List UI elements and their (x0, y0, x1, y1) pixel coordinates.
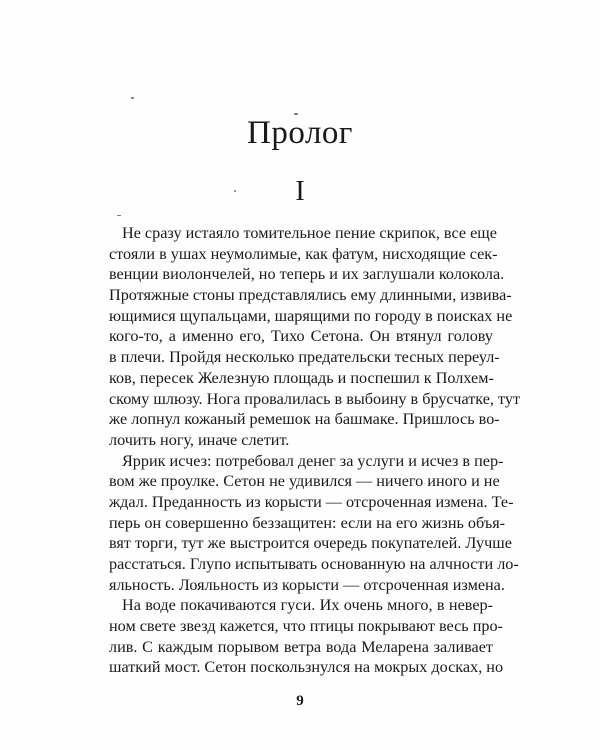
text-line: скому шлюзу. Нога провалилась в выбоину в брусчатке, тут (109, 389, 521, 408)
text-line: ждал. Преданность из корысти — отсроченная измена. Те- (109, 492, 514, 511)
print-speck (131, 97, 134, 99)
text-line: яльность. Лояльность из корысти — отсроченная измена. (109, 575, 505, 594)
text-line: расстаться. Глупо испытывать основанную на алчности ло- (109, 555, 519, 573)
section-number: I (295, 176, 305, 207)
text-line: вят торги, тут же выстроится очередь покупателей. Лучше (109, 534, 512, 553)
text-line: перь он совершенно беззащитен: если на его жизнь объя- (109, 513, 506, 532)
chapter-title: Пролог (247, 115, 353, 151)
text-line: венции виолончелей, но теперь и их заглушали колокола. (109, 265, 505, 284)
text-line: стояли в ушах неумолимые, как фатум, нисходящие сек- (109, 244, 498, 263)
text-line: шаткий мост. Сетон поскользнулся на мокрых досках, но (109, 658, 504, 677)
text-line: На воде покачиваются гуси. Их очень много, в невер- (122, 596, 493, 615)
paragraph (109, 595, 504, 678)
text-line: лив. С каждым порывом ветра вода Меларена заливает (109, 637, 493, 656)
text-line: вом же проулке. Сетон не удивился — ничего иного и не (109, 472, 500, 491)
text-line: ков, пересек Железную площадь и поспешил к Полхем- (109, 368, 494, 387)
print-speck (117, 215, 121, 216)
text-line: ном свете звезд кажется, что птицы покрывают весь про- (109, 617, 503, 636)
text-line: ющимися щупальцами, шарящими по городу в поисках не (109, 306, 513, 325)
text-line: кого-то, а именно его, Тихо Сетона. Он втянул голову (109, 327, 493, 346)
body-text (109, 223, 521, 678)
text-line: Протяжные стоны представлялись ему длинными, извива- (109, 286, 512, 305)
paragraph (109, 223, 521, 451)
text-line: в плечи. Пройдя несколько предательски тесных переул- (109, 348, 500, 367)
text-line: Яррик исчез: потребовал денег за услуги и исчез в пер- (122, 451, 504, 470)
text-line: же лопнул кожаный ремешок на башмаке. Пришлось во- (109, 410, 500, 429)
text-line: лочить ногу, иначе слетит. (109, 430, 290, 449)
text-line: Не сразу истаяло томительное пение скрипок, все еще (122, 224, 497, 242)
paragraph (109, 451, 519, 596)
page-number: 9 (296, 693, 304, 709)
